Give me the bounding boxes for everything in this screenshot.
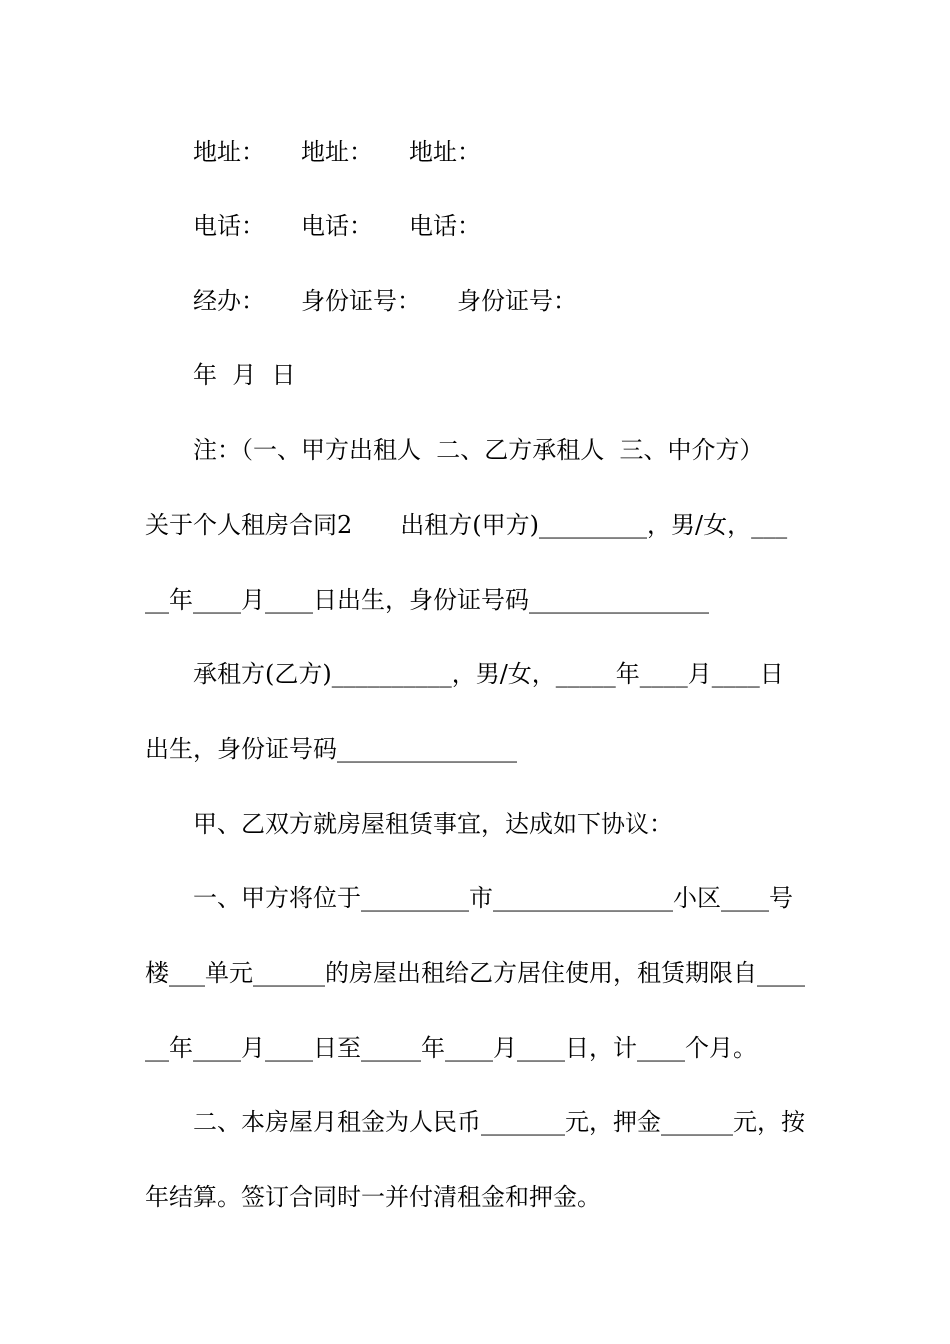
clause-1-line-2: 楼___单元______的房屋出租给乙方居住使用，租赁期限自____ [145, 959, 805, 987]
date-line: 年 月 日 [193, 361, 296, 389]
note-line: 注：（一、甲方出租人 二、乙方承租人 三、中介方） [193, 436, 764, 464]
lessee-line: 承租方(乙方)__________，男/女，_____年____月____日 [193, 660, 784, 688]
agent-id-line: 经办： 身份证号： 身份证号： [193, 287, 577, 315]
address-line: 地址： 地址： 地址： [193, 138, 481, 166]
clause-1-line-1: 一、甲方将位于_________市_______________小区____号 [193, 884, 793, 912]
lessee-id-line: 出生，身份证号码_______________ [145, 735, 517, 763]
contract-title-lessor-line: 关于个人租房合同2 出租方(甲方)_________，男/女，___ [145, 511, 788, 539]
lessor-birth-id-line: __年____月____日出生，身份证号码_______________ [145, 586, 709, 614]
clause-2-line-2: 年结算。签订合同时一并付清租金和押金。 [145, 1183, 601, 1211]
clause-2-line-1: 二、本房屋月租金为人民币_______元，押金______元，按 [193, 1108, 805, 1136]
phone-line: 电话： 电话： 电话： [193, 212, 481, 240]
clause-1-line-3: __年____月____日至_____年____月____日，计____个月。 [145, 1034, 757, 1062]
agreement-intro-line: 甲、乙双方就房屋租赁事宜，达成如下协议： [193, 810, 673, 838]
